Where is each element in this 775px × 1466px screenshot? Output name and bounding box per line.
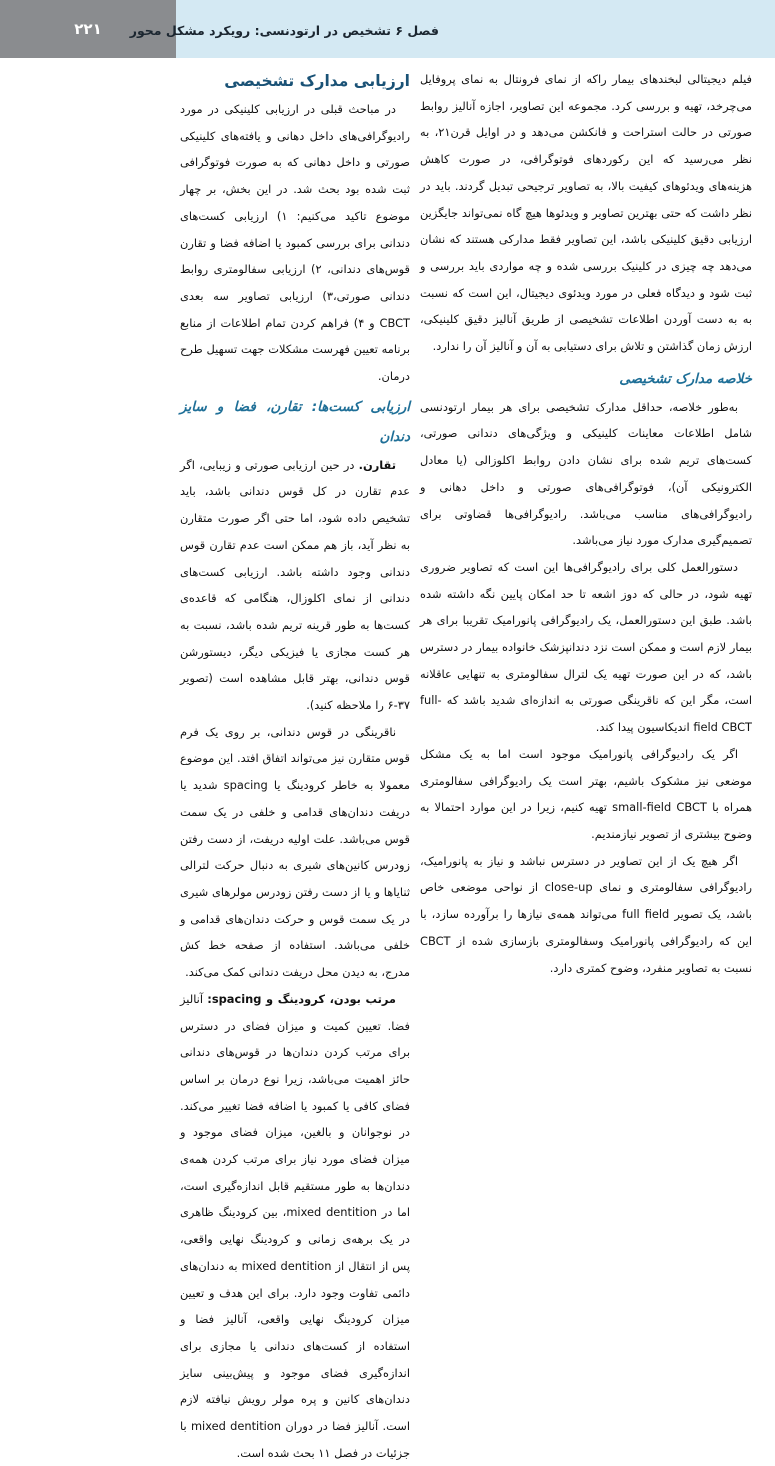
symmetry-text: در حین ارزیابی صورتی و زیبایی، اگر عدم تقارن در کل قوس دندانی باشد، باید تشخیص داده شود، اما حتی اگر صورت متقارن به نظر آید، باز هم ممکن است عدم تقارن قوس دندانی وجود داشته باشد. ارزیابی کست‌های دندانی از نمای اکلوزال، هنگامی که قاعده‌ی کست‌ها به طور قرینه تریم شده باشد، نسبت به هر کست مجازی یا فیزیکی دیگر، دیستورشن قوس دندانی، بهتر قابل مشاهده است (تصویر ۳۷-۶ را ملاحظه کنید). bbox=[180, 457, 410, 713]
section-heading: ارزیابی مدارک تشخیصی bbox=[224, 72, 410, 90]
paragraph-arch-asymmetry: ناقرینگی در قوس دندانی، بر روی یک فرم قوس متقارن نیز می‌تواند اتفاق افتد. این موضوع معمولا به خاطر کرودینگ یا spacing شدید یا دریفت دندان‌های قدامی و خلفی در یک سمت قوس می‌باشد. علت اولیه دریفت، از دست رفتن زودرس کانین‌های شیری به دنبال حرکت لترالی ثنایاها و یا از دست رفتن زودرس مولرهای شیری در یک سمت قوس و حرکت دندان‌های قدامی و خلفی می‌باشد. استفاده از صفحه خط کش مدرج، به دیدن محل دریفت دندانی کمک می‌کند. bbox=[180, 724, 411, 980]
page-header bbox=[0, 0, 775, 58]
paragraph-symmetry bbox=[180, 452, 410, 719]
page-number: ۲۲۱ bbox=[74, 20, 102, 38]
right-column bbox=[420, 66, 752, 981]
chapter-title: فصل ۶ تشخیص در ارتودنسی: رویکرد مشکل محور bbox=[129, 23, 439, 38]
space-analysis-lead: مرتب بودن، کرودینگ و spacing: bbox=[207, 991, 396, 1006]
left-column bbox=[180, 66, 410, 1466]
paragraph-space-analysis bbox=[180, 986, 410, 1466]
paragraph-summary: به‌طور خلاصه، حداقل مدارک تشخیصی برای هر بیمار ارتودنسی شامل اطلاعات معاینات کلینیکی و ویژگی‌های دندانی صورتی، کست‌های تریم شده برای نشان دادن روابط اکلوزالی (یا معادل الکترونیکی آن)، فوتوگرافی‌های صورتی و داخل دهانی و رادیوگرافی‌های مناسب می‌باشد. رادیوگرافی‌ها قضاوتی برای تصمیم‌گیری مدارک مورد نیاز می‌باشد. bbox=[420, 399, 752, 548]
paragraph-video-records: فیلم دیجیتالی لبخندهای بیمار راکه از نمای فرونتال به نمای پروفایل می‌چرخد، تهیه و بررسی کرد. مجموعه این تصاویر، اجازه آنالیز روابط صورتی در حالت استراحت و فانکشن می‌دهد و در اوایل قرن۲۱، به نظر می‌رسید که این رکوردهای فوتوگرافی، در صورت کاهش هزینه‌های ویدئوهای کیفیت بالا، به تصاویر ترجیحی تبدیل گردند. باید در نظر داشت که حتی بهترین تصاویر و ویدئوها هیچ گاه نمی‌تواند جایگزین ارزیابی دقیق کلینیکی باشد، این تصاویر فقط مدارکی هستند که نشان می‌دهد چه چیزی در کلینیک بررسی شده و چه مواردی باید بررسی و ثبت شود و دیدگاه فعلی در مورد ویدئوی دیجیتال، این است که نسبت به به دست آوردن اطلاعات تشخیصی از طریق آنالیز دقیق کلینیکی، ارزش زمان گذاشتن و تلاش برای دستیابی به آن و آنالیز آن را ندارد. bbox=[420, 72, 752, 354]
paragraph-intro: در مباحث قبلی در ارزیابی کلینیکی در مورد رادیوگرافی‌های داخل دهانی و یافته‌های کلینیکی صورتی و داخل دهانی که به صورت فوتوگرافی ثبت شده بود بحث شد. در این بخش، بر چهار موضوع تاکید می‌کنیم: ۱) ارزیابی کست‌های دندانی برای بررسی کمبود یا اضافه فضا و تقارن قوس‌های دندانی، ۲) ارزیابی سفالومتری روابط دندانی صورتی،۳) ارزیابی تصاویر سه بعدی CBCT و ۴) فراهم کردن تمام اطلاعات از منابع برنامه تعیین فهرست مشکلات جهت تسهیل طرح درمان. bbox=[180, 102, 410, 384]
paragraph-small-field-cbct: اگر یک رادیوگرافی پانورامیک موجود است اما به یک مشکل موضعی نیز مشکوک باشیم، بهتر است یک رادیوگرافی سفالومتری همراه با small-field CBCT تهیه کنیم، زیرا در این موارد احتمالا به وضوح بیشتری از تصویر نیازمندیم. bbox=[420, 746, 752, 841]
summary-heading: خلاصه مدارک تشخیصی bbox=[619, 370, 752, 387]
chapter-title-bar bbox=[129, 0, 775, 58]
space-analysis-text: آنالیز فضا. تعیین کمیت و میزان فضای در دسترس برای مرتب کردن دندان‌ها در قوس‌های دندانی حائز اهمیت می‌باشد، زیرا نوع درمان بر اساس فضای کافی یا کمبود یا اضافه فضا تغییر می‌کند. در نوجوانان و بالغین، میزان فضای موجود و میزان فضای مورد نیاز برای مرتب کردن همه‌ی دندان‌ها به طور مستقیم قابل اندازه‌گیری است، اما در mixed dentition، بین کرودینگ ظاهری در یک برهه‌ی زمانی و کرودینگ نهایی واقعی، پس از انتقال از mixed dentition به دندان‌های دائمی تفاوت وجود دارد. برای این هدف و تعیین میزان کرودینگ نهایی واقعی، آنالیز فضا و استفاده از کست‌های دندانی یا مجازی برای اندازه‌گیری فضای موجود و پیش‌بینی سایز دندان‌های کانین و پره مولر رویش نیافته لازم است. آنالیز فضا در دوران mixed dentition با جزئیات در فصل ۱۱ بحث شده است. bbox=[180, 991, 411, 1460]
symmetry-lead: تقارن. bbox=[358, 457, 396, 472]
paragraph-radiography-guideline: دستورالعمل کلی برای رادیوگرافی‌ها این است که تصاویر ضروری تهیه شود، در حالی که دوز اشعه تا حد امکان پایین نگه داشته شده باشد. طبق این دستورالعمل، یک رادیوگرافی پانورامیک تقریبا برای هر بیمار لازم است و ممکن است نزد دندانپزشک خانواده بیمار در دسترس باشد، که در این صورت تهیه یک لترال سفالومتری به تنهایی عاقلانه است، مگر این که ناقرینگی صورتی به اندازه‌ای شدید باشد که full- field CBCT اندیکاسیون پیدا کند. bbox=[420, 559, 752, 735]
paragraph-full-field-cbct: اگر هیچ یک از این تصاویر در دسترس نباشد و نیاز به پانورامیک، رادیوگرافی سفالومتری و نمای close-up از نواحی موضعی خاص باشد، یک تصویر full field می‌تواند همه‌ی نیازها را برآورده سازد، با این که رادیوگرافی پانورامیک وسفالومتری بازسازی شده از CBCT نسبت به تصاویر منفرد، وضوح کمتری دارد. bbox=[420, 853, 752, 975]
subsection-heading: ارزیابی کست‌ها: تقارن، فضا و سایز دندان bbox=[180, 398, 410, 445]
